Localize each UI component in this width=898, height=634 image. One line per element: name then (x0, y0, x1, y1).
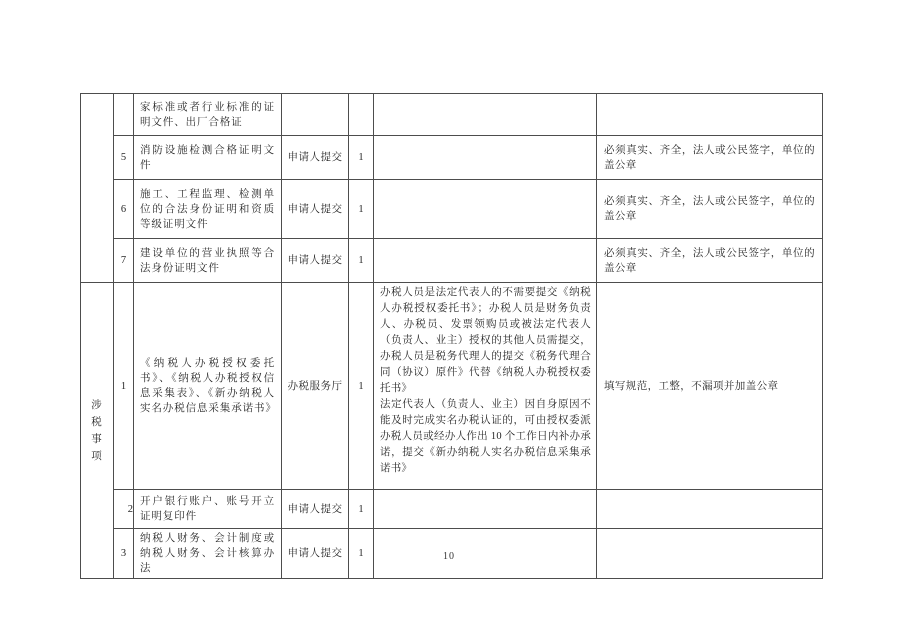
copies-cell: 1 (349, 136, 374, 180)
row-number-cell (114, 94, 134, 136)
table-row (81, 490, 823, 529)
notes-cell (374, 490, 597, 529)
material-name-cell: 家标准或者行业标准的证明文件、出厂合格证 (134, 94, 282, 136)
category-cell (81, 94, 114, 283)
copies-cell: 1 (349, 283, 374, 490)
requirements-cell: 必须真实、齐全，法人或公民签字，单位的盖公章 (597, 136, 823, 180)
page-number: 10 (443, 551, 455, 562)
copies-cell: 1 (349, 239, 374, 283)
material-name-cell: 建设单位的营业执照等合法身份证明文件 (134, 239, 282, 283)
row-number-cell: 3 (114, 529, 134, 579)
submit-channel-cell: 申请人提交 (282, 136, 349, 180)
row-number-cell: 1 (114, 283, 134, 490)
row-number-cell: 5 (114, 136, 134, 180)
notes-cell (374, 94, 597, 136)
requirements-table (80, 93, 823, 579)
material-name-cell: 《纳税人办税授权委托书》、《纳税人办税授权信息采集表》、《新办纳税人实名办税信息采集承诺书》 (134, 283, 282, 490)
table-row (81, 136, 823, 180)
table-row (81, 180, 823, 239)
notes-cell (374, 283, 597, 490)
requirements-cell: 必须真实、齐全，法人或公民签字，单位的盖公章 (597, 239, 823, 283)
copies-cell: 1 (349, 529, 374, 579)
table-row (81, 283, 823, 490)
submit-channel-cell: 申请人提交 (282, 180, 349, 239)
row-number-cell: 6 (114, 180, 134, 239)
material-name-cell: 施工、工程监理、检测单位的合法身份证明和资质等级证明文件 (134, 180, 282, 239)
row-number-cell: 7 (114, 239, 134, 283)
copies-cell: 1 (349, 180, 374, 239)
row-number-cell: 2 (114, 490, 134, 529)
notes-cell (374, 180, 597, 239)
notes-cell (374, 239, 597, 283)
submit-channel-cell: 申请人提交 (282, 239, 349, 283)
copies-cell (349, 94, 374, 136)
notes-cell (374, 136, 597, 180)
submit-channel-cell: 申请人提交 (282, 529, 349, 579)
submit-channel-cell: 申请人提交 (282, 490, 349, 529)
copies-cell: 1 (349, 490, 374, 529)
requirements-cell (597, 490, 823, 529)
requirements-cell (597, 94, 823, 136)
submit-channel-cell: 办税服务厅 (282, 283, 349, 490)
table-row (81, 239, 823, 283)
notes-paragraph: 法定代表人（负责人、业主）因自身原因不能及时完成实名办税认证的，可由授权委派办税人员或经办人作出 10 个工作日内补办承诺，提交《新办纳税人实名办税信息采集承诺书》 (380, 399, 591, 474)
category-cell: 涉税事项 (81, 283, 114, 579)
material-name-cell: 纳税人财务、会计制度或纳税人财务、会计核算办法 (134, 529, 282, 579)
requirements-cell: 填写规范，工整，不漏项并加盖公章 (597, 283, 823, 490)
material-name-cell: 消防设施检测合格证明文件 (134, 136, 282, 180)
material-name-cell: 开户银行账户、账号开立证明复印件 (134, 490, 282, 529)
notes-paragraph: 办税人员是法定代表人的不需要提交《纳税人办税授权委托书》；办税人员是财务负责人、办税员、发票领购员或被法定代表人（负责人、业主）授权的其他人员需提交，办税人员是税务代理人的提交《税务代理合同（协议）原件》代替《纳税人办税授权委托书》 (380, 287, 591, 394)
submit-channel-cell (282, 94, 349, 136)
table-row (81, 94, 823, 136)
requirements-cell: 必须真实、齐全，法人或公民签字，单位的盖公章 (597, 180, 823, 239)
